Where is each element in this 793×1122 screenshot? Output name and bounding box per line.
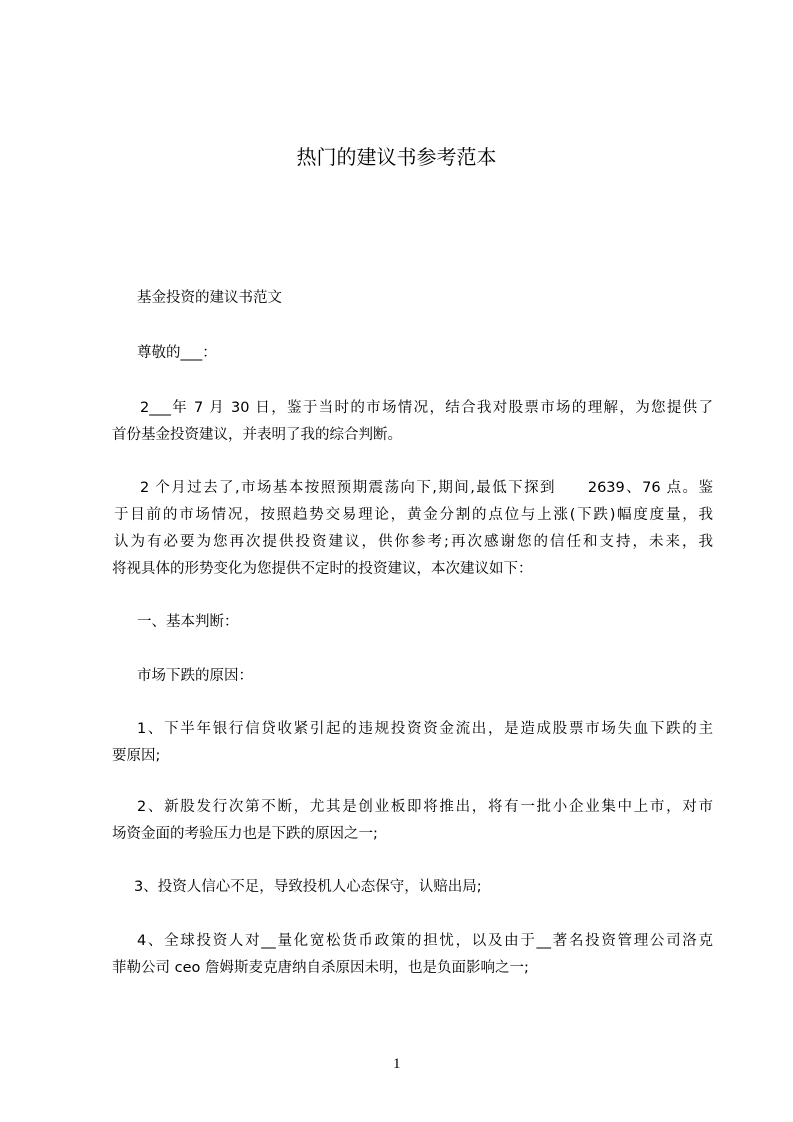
subtitle: 基金投资的建议书范文 [137,290,282,306]
list-item-line: 3、投资人信心不足，导致投机人心态保守，认赔出局; [134,879,482,895]
list-item-line: 4、全球投资人对__量化宽松货币政策的担忧，以及由于__著名投资管理公司洛克 [137,933,713,949]
paragraph-line: 2___年 7 月 30 日，鉴于当时的市场情况，结合我对股票市场的理解，为您提供了 [140,400,713,416]
paragraph-line: 于目前的市场情况，按照趋势交易理论，黄金分割的点位与上涨(下跌)幅度度量，我 [114,507,713,523]
salutation: 尊敬的___： [137,345,217,361]
list-item-line: 1、下半年银行信贷收紧引起的违规投资资金流出，是造成股票市场失血下跌的主 [137,721,713,737]
section-heading: 一、基本判断： [137,614,239,630]
paragraph-line: 将视具体的形势变化为您提供不定时的投资建议，本次建议如下： [112,561,533,577]
page-number: 1 [393,1056,401,1072]
list-item-line: 要原因; [112,748,161,764]
list-item-line: 场资金面的考验压力也是下跌的原因之一; [112,826,378,842]
list-item-line: 2、新股发行次第不断，尤其是创业板即将推出，将有一批小企业集中上市，对市 [137,799,713,815]
paragraph-line: 首份基金投资建议，并表明了我的综合判断。 [112,427,402,443]
paragraph-line: 2 个月过去了,市场基本按照预期震荡向下,期间,最低下探到 2639、76 点。鉴 [140,480,713,496]
document-title: 热门的建议书参考范本 [296,145,497,169]
list-item-line: 菲勒公司 ceo 詹姆斯麦克唐纳自杀原因未明，也是负面影响之一; [112,960,529,976]
reasons-heading: 市场下跌的原因： [137,668,253,684]
paragraph-line: 认为有必要为您再次提供投资建议，供你参考;再次感谢您的信任和支持，未来，我 [114,534,713,550]
